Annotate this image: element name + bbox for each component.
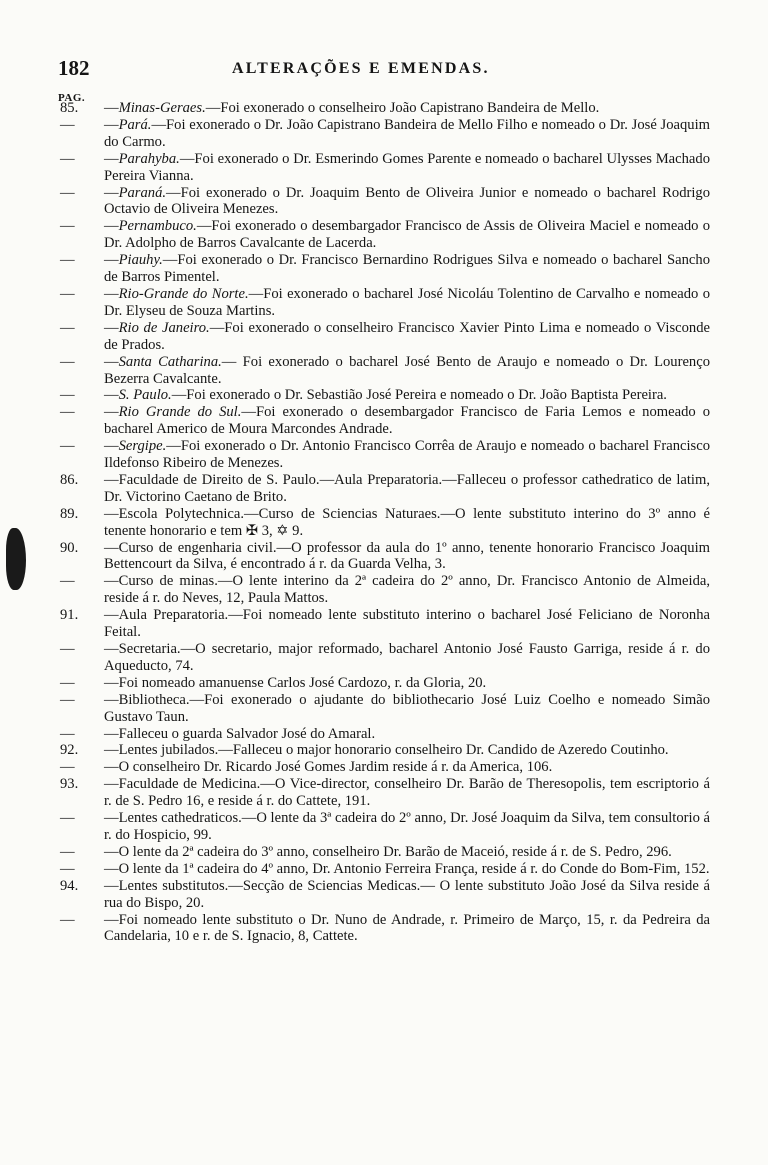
entry-item [60, 912, 710, 946]
entry-lead: — [104, 184, 119, 201]
entry-item [60, 185, 710, 219]
entry-text: —Faculdade de Direito de S. Paulo.—Aula Preparatoria.—Falleceu o professor cathedratico de latim, Dr. Victorino Caetano de Brito. [104, 471, 710, 505]
entry-mark: — [60, 150, 75, 167]
entry-item [60, 151, 710, 185]
entry-lead: — [104, 404, 119, 421]
entry-heading: Rio de Janeiro. [118, 319, 210, 336]
entry-text: —Foi exonerado o Dr. Sebastião José Pereira e nomeado o Dr. João Baptista Pereira. [171, 387, 667, 404]
entry-mark: — [60, 573, 75, 590]
entry-mark: 91. [60, 607, 79, 624]
entry-lead: — [104, 353, 119, 370]
entry-text: —Foi nomeado amanuense Carlos José Cardozo, r. da Gloria, 20. [104, 674, 487, 691]
entry-mark: 94. [60, 877, 79, 894]
entry-text: —Foi nomeado lente substituto o Dr. Nuno de Andrade, r. Primeiro de Março, 15, r. da Pedreira da Candelaria, 10 e r. de S. Ignacio, 8, Cattete. [104, 911, 710, 945]
entry-heading: Paraná. [118, 184, 167, 201]
entry-mark: — [60, 691, 75, 708]
entry-text: —Foi exonerado o desembargador Francisco de Faria Lemos e nomeado o bacharel Americo de Moura Marcondes Andrade. [104, 404, 710, 438]
entry-item [60, 387, 710, 404]
entry-mark: — [60, 674, 75, 691]
entry-lead: — [104, 319, 119, 336]
entry-mark: — [60, 860, 75, 877]
entry-item [60, 354, 710, 388]
entry-text: —Bibliotheca.—Foi exonerado o ajudante do bibliothecario José Luiz Coelho e nomeado Simão Gustavo Taun. [104, 691, 710, 725]
entry-item [60, 607, 710, 641]
entry-mark: — [60, 218, 75, 235]
running-title: ALTERAÇÕES E EMENDAS. [232, 60, 490, 77]
entry-item [60, 573, 710, 607]
entry-text: —Foi exonerado o Dr. Francisco Bernardino Rodrigues Silva e nomeado o bacharel Sancho de Barros Pimentel. [104, 252, 710, 286]
entry-item [60, 472, 710, 506]
entry-text: —Curso de engenharia civil.—O professor da aula do 1º anno, tenente honorario Francisco Joaquim Bettencourt da Silva, é encontrado á r. da Guarda Velha, 3. [104, 539, 710, 573]
entry-text: — Foi exonerado o bacharel José Bento de Araujo e nomeado o Dr. Lourenço Bezerra Cavalcante. [104, 353, 710, 387]
entry-text: —Foi exonerado o Dr. Esmerindo Gomes Parente e nomeado o bacharel Ulysses Machado Pereira Vianna. [104, 150, 710, 184]
entry-text: —Foi exonerado o Dr. João Capistrano Bandeira de Mello Filho e nomeado o Dr. José Joaquim do Carmo. [104, 116, 710, 150]
entry-mark: — [60, 387, 75, 404]
entry-item [60, 759, 710, 776]
entry-mark: — [60, 252, 75, 269]
entry-heading: Minas-Geraes. [118, 100, 206, 116]
entry-mark: — [60, 810, 75, 827]
entry-item [60, 540, 710, 574]
entry-heading: Pernambuco. [118, 218, 197, 235]
entry-heading: Santa Catharina. [118, 353, 222, 370]
entry-item [60, 810, 710, 844]
entry-mark: — [60, 319, 75, 336]
entry-mark: — [60, 184, 75, 201]
entry-item [60, 320, 710, 354]
entry-item [60, 252, 710, 286]
entries-list [60, 100, 710, 945]
pag-label: PAG. [58, 92, 86, 104]
entry-item [60, 641, 710, 675]
entry-text: —O conselheiro Dr. Ricardo José Gomes Jardim reside á r. da America, 106. [104, 759, 553, 776]
entry-item [60, 506, 710, 540]
entry-lead: — [104, 285, 119, 302]
entry-lead: — [104, 387, 119, 404]
entry-item [60, 675, 710, 692]
entry-text: —Lentes jubilados.—Falleceu o major honorario conselheiro Dr. Candido de Azeredo Coutinho. [104, 742, 669, 759]
entry-heading: Sergipe. [118, 438, 167, 455]
entry-mark: 92. [60, 742, 79, 759]
entry-text: —Foi exonerado o desembargador Francisco de Assis de Oliveira Maciel e nomeado o Dr. Adolpho de Barros Cavalcante de Lacerda. [104, 218, 710, 252]
entry-item [60, 726, 710, 743]
entry-text: —Foi exonerado o conselheiro João Capistrano Bandeira de Mello. [205, 100, 600, 116]
entry-lead: — [104, 438, 119, 455]
entry-lead: — [104, 116, 119, 133]
entry-mark: — [60, 759, 75, 776]
entry-mark: — [60, 353, 75, 370]
entry-item [60, 861, 710, 878]
page-number: 182 [58, 56, 90, 80]
page-header [58, 56, 708, 86]
entry-text: —Foi exonerado o Dr. Joaquim Bento de Oliveira Junior e nomeado o bacharel Rodrigo Octavio de Oliveira Menezes. [104, 184, 710, 218]
entry-text: —Foi exonerado o Dr. Antonio Francisco Corrêa de Araujo e nomeado o bacharel Francisco Ildefonso Ribeiro de Menezes. [104, 438, 710, 472]
entry-text: —O lente da 1ª cadeira do 4º anno, Dr. Antonio Ferreira França, reside á r. do Conde do Bom-Fim, 152. [104, 860, 710, 877]
entry-mark: — [60, 911, 75, 928]
entry-heading: Piauhy. [118, 252, 163, 269]
entry-text: —Curso de minas.—O lente interino da 2ª cadeira do 2º anno, Dr. Francisco Antonio de Almeida, reside á r. do Neves, 12, Paula Mattos. [104, 573, 710, 607]
entry-text: —Lentes cathedraticos.—O lente da 3ª cadeira do 2º anno, Dr. José Joaquim da Silva, tem consultorio á r. do Hospicio, 99. [104, 810, 710, 843]
entry-lead: — [104, 218, 119, 235]
entry-heading: Pará. [118, 116, 152, 133]
entry-text: —Foi exonerado o conselheiro Francisco Xavier Pinto Lima e nomeado o Visconde de Prados. [104, 319, 710, 353]
entry-mark: 93. [60, 776, 79, 793]
entry-heading: Rio-Grande do Norte. [118, 285, 249, 302]
entry-item [60, 404, 710, 438]
entry-text: —Escola Polytechnica.—Curso de Sciencias Naturaes.—O lente substituto interino do 3º anno é tenente honorario e tem ✠ 3, ✡ 9. [104, 505, 710, 539]
entry-mark: — [60, 404, 75, 421]
entry-text: —Falleceu o guarda Salvador José do Amaral. [104, 725, 376, 742]
entry-text: —Secretaria.—O secretario, major reformado, bacharel Antonio José Fausto Garriga, reside á r. do Aqueducto, 74. [104, 641, 710, 674]
entry-mark: — [60, 438, 75, 455]
entry-mark: — [60, 725, 75, 742]
entry-mark: — [60, 843, 75, 860]
entry-mark: 89. [60, 505, 79, 522]
entry-heading: Rio Grande do Sul. [118, 404, 242, 421]
entry-item [60, 438, 710, 472]
entry-item [60, 117, 710, 151]
entry-lead: — [104, 100, 119, 116]
entry-mark: — [60, 641, 75, 657]
entry-item [60, 692, 710, 726]
entry-item [60, 100, 710, 117]
entry-item [60, 742, 710, 759]
entry-mark: 86. [60, 471, 79, 488]
entry-item [60, 844, 710, 861]
entry-mark: 90. [60, 539, 79, 556]
entry-item [60, 286, 710, 320]
entry-heading: Parahyba. [118, 150, 180, 167]
entry-mark: 85. [60, 100, 79, 116]
entry-text: —Aula Preparatoria.—Foi nomeado lente substituto interino o bacharel José Feliciano de Noronha Feital. [104, 607, 710, 641]
entry-lead: — [104, 252, 119, 269]
entry-item [60, 218, 710, 252]
entry-lead: — [104, 150, 119, 167]
entry-text: —Lentes substitutos.—Secção de Sciencias Medicas.— O lente substituto João José da Silva reside á rua do Bispo, 20. [104, 877, 710, 911]
entry-item [60, 776, 710, 810]
ink-stain [6, 528, 26, 590]
entry-heading: S. Paulo. [118, 387, 172, 404]
entry-mark: — [60, 116, 75, 133]
entry-text: —Foi exonerado o bacharel José Nicoláu Tolentino de Carvalho e nomeado o Dr. Elyseu de Souza Martins. [104, 285, 710, 319]
entry-item [60, 878, 710, 912]
entry-mark: — [60, 285, 75, 302]
entry-text: —Faculdade de Medicina.—O Vice-director, conselheiro Dr. Barão de Theresopolis, tem escriptorio á r. de S. Pedro 16, e reside á r. do Cattete, 191. [104, 776, 710, 810]
entry-text: —O lente da 2ª cadeira do 3º anno, conselheiro Dr. Barão de Maceió, reside á r. de S. Pedro, 296. [104, 843, 672, 860]
